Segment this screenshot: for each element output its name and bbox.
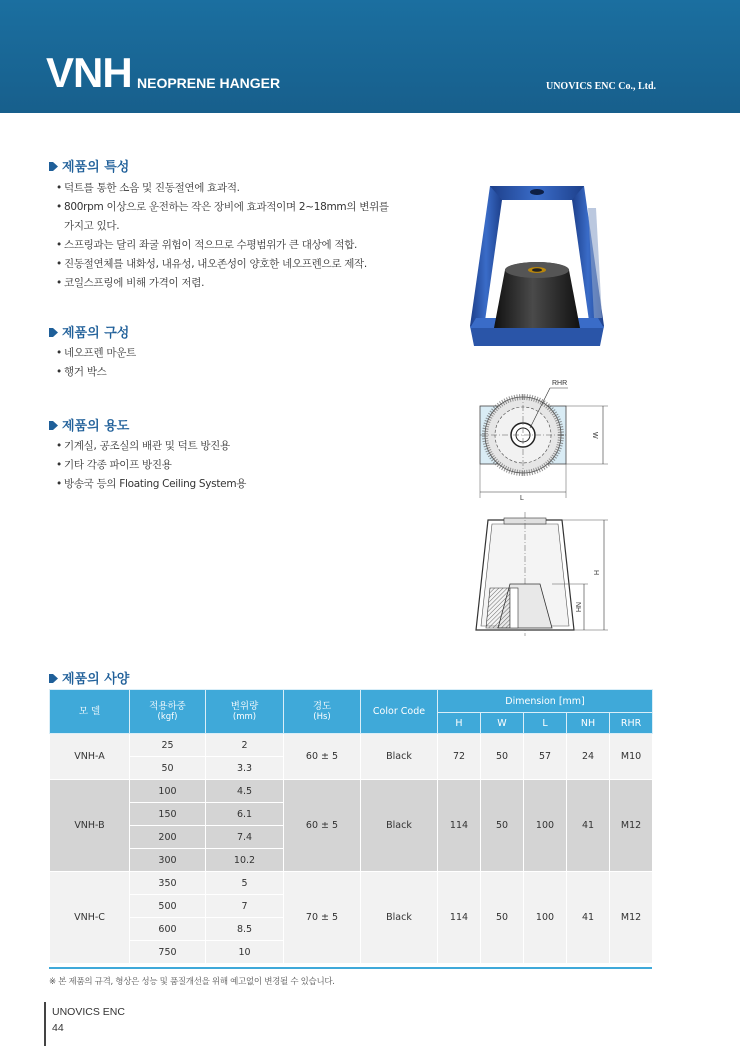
top-view-drawing bbox=[460, 376, 620, 502]
l-cell: 57 bbox=[524, 734, 567, 780]
nh-cell: 41 bbox=[567, 780, 610, 872]
composition-list bbox=[56, 344, 136, 382]
spec-note: ※ 본 제품의 규격, 형상은 성능 및 품질개선을 위해 예고없이 변경될 수 있습니다. bbox=[49, 977, 335, 987]
h-cell: 114 bbox=[438, 780, 481, 872]
usage-list bbox=[56, 437, 246, 494]
section-arrow-icon bbox=[49, 674, 58, 683]
header-rhr: RHR bbox=[610, 713, 653, 734]
list-item: • 덕트를 통한 소음 및 진동절연에 효과적. bbox=[56, 179, 389, 198]
nh-cell: 24 bbox=[567, 734, 610, 780]
hardness-cell: 70 ± 5 bbox=[284, 872, 361, 964]
h-label: H bbox=[592, 570, 599, 576]
spec-table bbox=[49, 689, 653, 964]
header-dimension: Dimension [mm] bbox=[438, 690, 653, 713]
list-item: • 800rpm 이상으로 운전하는 작은 장비에 효과적이며 2~18mm의 변위를 bbox=[56, 198, 389, 217]
header-displacement: 변위량 (mm) bbox=[206, 690, 284, 734]
disp-cell: 4.5 bbox=[206, 780, 284, 803]
header-w: W bbox=[481, 713, 524, 734]
hardness-cell: 60 ± 5 bbox=[284, 734, 361, 780]
w-cell: 50 bbox=[481, 872, 524, 964]
features-list bbox=[56, 179, 389, 293]
rhr-cell: M10 bbox=[610, 734, 653, 780]
company-name: UNOVICS ENC Co., Ltd. bbox=[545, 81, 656, 92]
side-view-drawing bbox=[460, 512, 620, 638]
list-item: • 코일스프링에 비해 가격이 저렴. bbox=[56, 274, 389, 293]
header-color-code: Color Code bbox=[361, 690, 438, 734]
load-cell: 350 bbox=[130, 872, 206, 895]
disp-cell: 2 bbox=[206, 734, 284, 757]
disp-cell: 6.1 bbox=[206, 803, 284, 826]
disp-cell: 8.5 bbox=[206, 918, 284, 941]
list-item: • 스프링과는 달리 좌굴 위험이 적으므로 수평범위가 큰 대상에 적합. bbox=[56, 236, 389, 255]
composition-title: 제품의 구성 bbox=[49, 326, 129, 342]
list-item: • 기계실, 공조실의 배관 및 덕트 방진용 bbox=[56, 437, 246, 456]
color-cell: Black bbox=[361, 734, 438, 780]
list-item: • 기타 각종 파이프 방진용 bbox=[56, 456, 246, 475]
color-cell: Black bbox=[361, 780, 438, 872]
list-item: • 진동절연체를 내화성, 내유성, 내오존성이 양호한 네오프렌으로 제작. bbox=[56, 255, 389, 274]
nh-cell: 41 bbox=[567, 872, 610, 964]
header-l: L bbox=[524, 713, 567, 734]
list-item: • 네오프렌 마운트 bbox=[56, 344, 136, 363]
w-label: W bbox=[591, 432, 598, 439]
footer-divider bbox=[44, 1002, 46, 1046]
model-cell: VNH-B bbox=[50, 780, 130, 872]
disp-cell: 10.2 bbox=[206, 849, 284, 872]
table-bottom-rule bbox=[49, 967, 652, 969]
product-photo bbox=[462, 178, 612, 354]
product-subtitle: NEOPRENE HANGER bbox=[137, 75, 281, 91]
load-cell: 500 bbox=[130, 895, 206, 918]
section-arrow-icon bbox=[49, 421, 58, 430]
hardness-cell: 60 ± 5 bbox=[284, 780, 361, 872]
list-item: • 행거 박스 bbox=[56, 363, 136, 382]
list-item: 가지고 있다. bbox=[64, 220, 120, 232]
load-cell: 150 bbox=[130, 803, 206, 826]
page-header bbox=[0, 0, 740, 113]
w-cell: 50 bbox=[481, 780, 524, 872]
rhr-label: RHR bbox=[552, 380, 568, 387]
color-cell: Black bbox=[361, 872, 438, 964]
load-cell: 100 bbox=[130, 780, 206, 803]
h-cell: 72 bbox=[438, 734, 481, 780]
load-cell: 600 bbox=[130, 918, 206, 941]
usage-title: 제품의 용도 bbox=[49, 419, 129, 435]
rhr-cell: M12 bbox=[610, 780, 653, 872]
l-label: L bbox=[520, 495, 524, 502]
table-row bbox=[50, 780, 653, 803]
model-cell: VNH-C bbox=[50, 872, 130, 964]
disp-cell: 5 bbox=[206, 872, 284, 895]
load-cell: 50 bbox=[130, 757, 206, 780]
disp-cell: 7 bbox=[206, 895, 284, 918]
l-cell: 100 bbox=[524, 780, 567, 872]
footer-company: UNOVICS ENC bbox=[52, 1006, 125, 1018]
features-title: 제품의 특성 bbox=[49, 160, 129, 176]
rhr-cell: M12 bbox=[610, 872, 653, 964]
load-cell: 300 bbox=[130, 849, 206, 872]
section-arrow-icon bbox=[49, 162, 58, 171]
disp-cell: 10 bbox=[206, 941, 284, 964]
model-cell: VNH-A bbox=[50, 734, 130, 780]
h-cell: 114 bbox=[438, 872, 481, 964]
model-name: VNH bbox=[46, 49, 132, 96]
table-row bbox=[50, 872, 653, 895]
header-hardness: 경도 (Hs) bbox=[284, 690, 361, 734]
w-cell: 50 bbox=[481, 734, 524, 780]
header-h: H bbox=[438, 713, 481, 734]
disp-cell: 3.3 bbox=[206, 757, 284, 780]
load-cell: 750 bbox=[130, 941, 206, 964]
load-cell: 25 bbox=[130, 734, 206, 757]
spec-title: 제품의 사양 bbox=[49, 672, 129, 688]
disp-cell: 7.4 bbox=[206, 826, 284, 849]
load-cell: 200 bbox=[130, 826, 206, 849]
nh-label: NH bbox=[574, 602, 581, 613]
page-number: 44 bbox=[52, 1022, 64, 1034]
table-row bbox=[50, 734, 653, 757]
header-model: 모 델 bbox=[50, 690, 130, 734]
section-arrow-icon bbox=[49, 328, 58, 337]
header-nh: NH bbox=[567, 713, 610, 734]
header-load: 적용하중 (kgf) bbox=[130, 690, 206, 734]
list-item: • 방송국 등의 Floating Ceiling System용 bbox=[56, 475, 246, 494]
l-cell: 100 bbox=[524, 872, 567, 964]
